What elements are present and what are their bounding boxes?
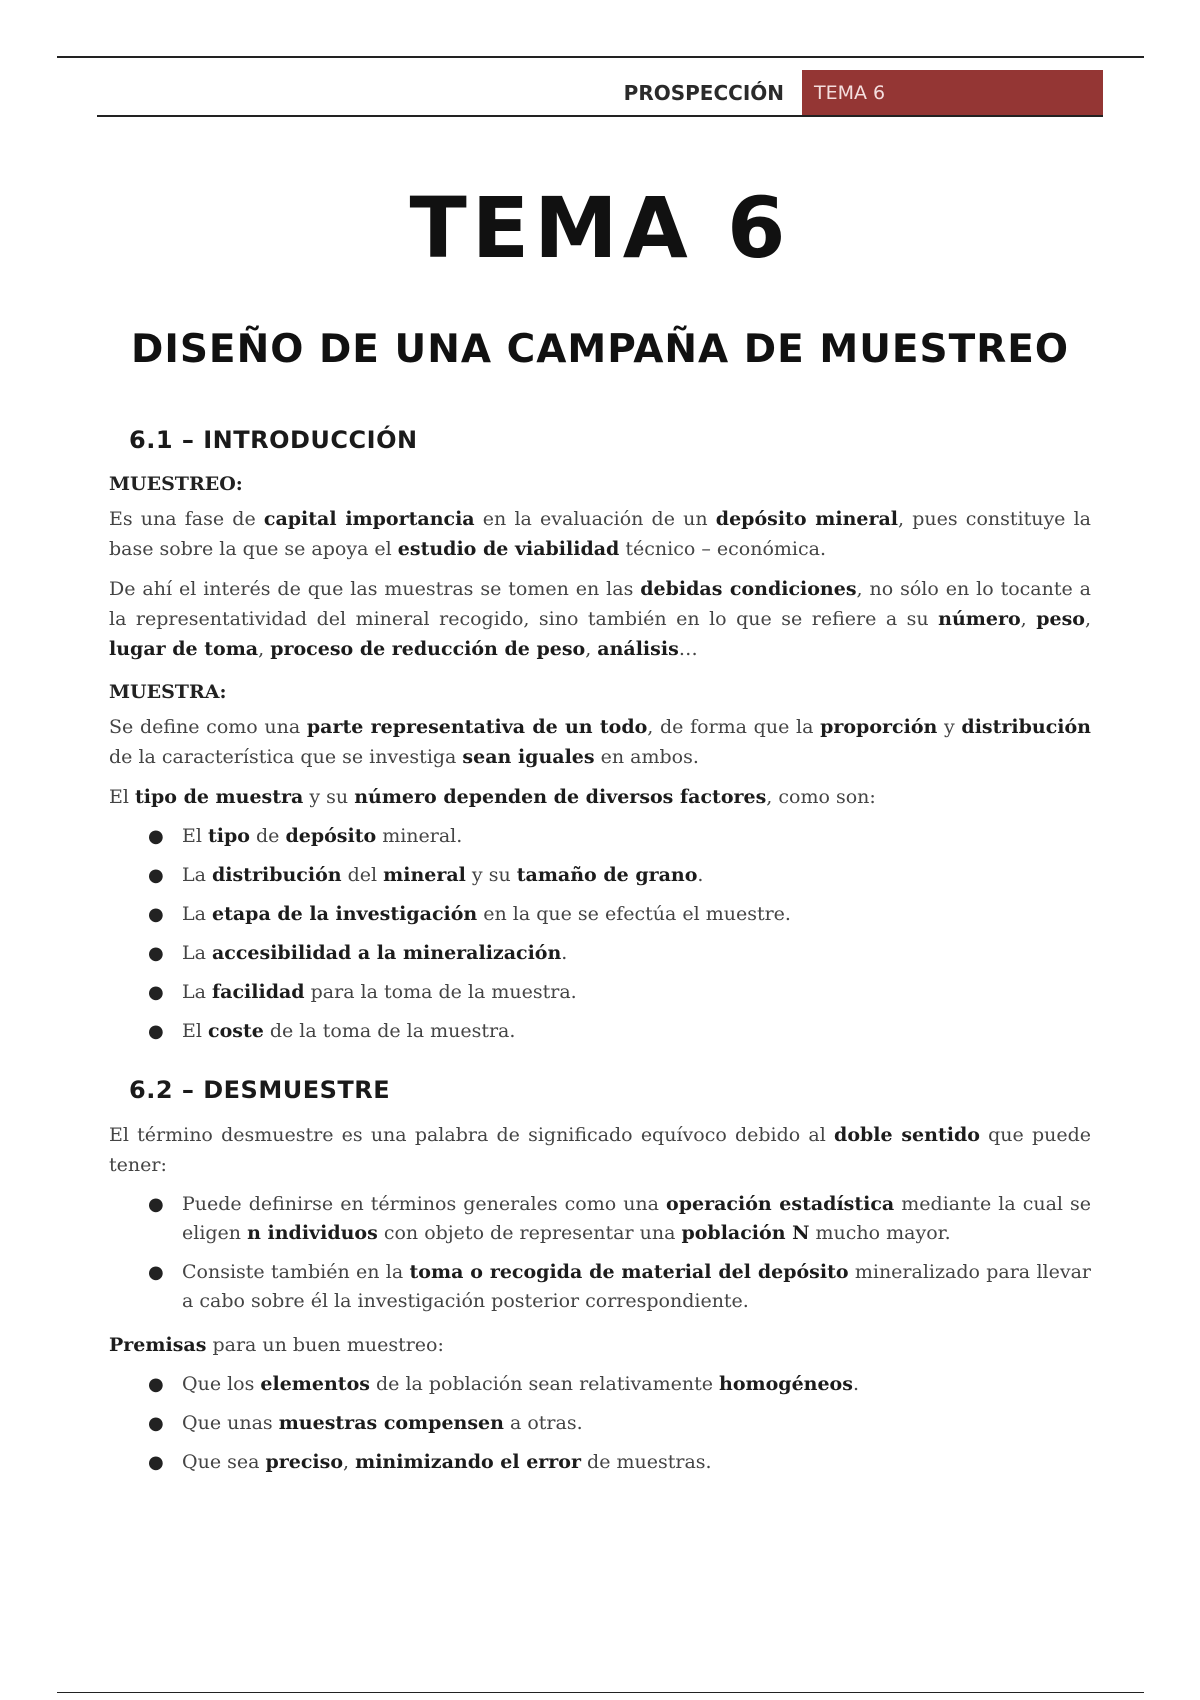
bold-term: mineral [383,864,466,886]
list-item [109,861,1091,890]
text-run: Que sea [182,1451,266,1473]
list-item [109,978,1091,1007]
text-run: Que los [182,1373,261,1395]
bullet-icon: ● [148,1374,164,1395]
bold-term: peso [1036,608,1085,630]
text-run: a otras. [503,1412,583,1434]
bold-term: número dependen de diversos factores [354,786,767,808]
bold-term: toma o recogida de material del depósito [409,1261,849,1283]
list-item [109,939,1091,968]
bullet-icon: ● [148,1262,164,1283]
text-run: … [678,638,698,660]
bold-term: distribución [211,864,342,886]
bold-term: análisis [597,638,679,660]
bold-term: facilidad [211,981,305,1003]
bold-term: operación estadística [666,1193,895,1215]
bold-term: doble sentido [834,1124,980,1146]
bold-term: estudio de viabilidad [397,538,620,560]
list-item [109,1017,1091,1046]
text-run: para la toma de la muestra. [304,981,577,1003]
bold-term: n individuos [247,1222,378,1244]
paragraph-factores-intro [109,782,1091,812]
text-run: de la toma de la muestra. [263,1020,516,1042]
text-run: , [585,638,598,660]
bottom-rule [57,1692,1144,1693]
header-underline [97,115,1103,117]
text-run: de [249,825,286,847]
text-run: mineral. [376,825,463,847]
bullet-icon: ● [148,1021,164,1042]
text-run: del [341,864,384,886]
text-run: El término desmuestre es una palabra de significado equívoco debido al [109,1124,835,1146]
bullet-icon: ● [148,1452,164,1473]
text-run: , [1084,608,1091,630]
list-item [109,822,1091,851]
bullet-icon: ● [148,982,164,1003]
paragraph-muestreo-definicion [109,504,1091,564]
text-run: , como son: [766,786,876,808]
label-muestreo: MUESTREO: [109,473,243,495]
bullet-icon: ● [148,1413,164,1434]
text-run: , no sólo en lo tocante a la representatividad del mineral recogido, sino también en lo que se refiere a su [109,578,1091,630]
text-run: mucho mayor. [809,1222,951,1244]
bold-term: tipo [208,825,250,847]
list-item [109,1258,1091,1316]
bold-term: depósito mineral [715,508,899,530]
bold-term: número [938,608,1021,630]
text-run: . [697,864,704,886]
text-run: de la población sean relativamente [369,1373,720,1395]
bullet-icon: ● [148,904,164,925]
bold-term: capital importancia [263,508,475,530]
bold-term: etapa de la investigación [211,903,478,925]
bullet-icon: ● [148,943,164,964]
label-muestra: MUESTRA: [109,681,227,703]
paragraph-muestreo-interes [109,574,1091,664]
page-title: TEMA 6 [409,179,791,277]
bold-term: tipo de muestra [135,786,304,808]
text-run: Consiste también en la [182,1261,410,1283]
text-run: y su [465,864,517,886]
text-run: De ahí el interés de que las muestras se tomen en las [109,578,641,600]
text-run: en la evaluación de un [474,508,716,530]
text-run: , [258,638,271,660]
bold-term: proporción [820,716,938,738]
bullet-icon: ● [148,1194,164,1215]
desmuestre-list [109,1190,1091,1316]
bold-term: debidas condiciones [640,578,857,600]
text-run: . [561,942,568,964]
top-rule [57,56,1144,58]
header-subject: PROSPECCIÓN [623,81,784,105]
page-subtitle: DISEÑO DE UNA CAMPAÑA DE MUESTREO [130,327,1070,372]
bold-term: Premisas [109,1334,207,1356]
bullet-icon: ● [148,826,164,847]
text-run: mineralizado para llevar a cabo sobre él la investigación posterior correspondiente. [182,1261,1091,1312]
bold-term: población N [681,1222,810,1244]
text-run: mediante la cual se eligen [182,1193,1092,1244]
list-item [109,900,1091,929]
text-run: técnico – económica. [619,538,826,560]
bold-term: depósito [285,825,377,847]
header-badge: TEMA 6 [802,70,1103,116]
bold-term: muestras compensen [278,1412,504,1434]
bold-term: elementos [260,1373,370,1395]
bold-term: accesibilidad a la mineralización [211,942,562,964]
text-run: y su [303,786,355,808]
text-run: El [182,825,208,847]
list-item [109,1190,1091,1248]
text-run: en ambos. [594,746,699,768]
document-body [109,418,1091,1491]
text-run: . [852,1373,859,1395]
list-item [109,1448,1091,1477]
text-run: y [937,716,962,738]
text-run: Puede definirse en términos generales como una [182,1193,667,1215]
bold-term: minimizando el error [355,1451,581,1473]
text-run: de muestras. [581,1451,712,1473]
bold-term: homogéneos [719,1373,853,1395]
text-run: Que unas [182,1412,279,1434]
section-heading-introduccion: 6.1 – INTRODUCCIÓN [129,426,418,454]
bullet-icon: ● [148,865,164,886]
bold-term: preciso [265,1451,344,1473]
section-heading-desmuestre: 6.2 – DESMUESTRE [129,1076,391,1104]
text-run: con objeto de representar una [377,1222,682,1244]
paragraph-premisas-intro [109,1330,1091,1360]
text-run: para un buen muestreo: [206,1334,444,1356]
text-run: La [182,864,212,886]
paragraph-muestra-definicion [109,712,1091,772]
text-run: Es una fase de [109,508,264,530]
text-run: , [343,1451,356,1473]
text-run: Se define como una [109,716,307,738]
text-run: La [182,942,212,964]
text-run: que puede tener: [109,1124,1091,1176]
text-run: La [182,903,212,925]
list-item [109,1370,1091,1399]
text-run: , de forma que la [647,716,821,738]
text-run: en la que se efectúa el muestre. [477,903,791,925]
text-run: , pues constituye la base sobre la que se apoya el [109,508,1092,560]
bold-term: distribución [961,716,1091,738]
factores-list [109,822,1091,1046]
paragraph-desmuestre-intro [109,1120,1091,1180]
bold-term: tamaño de grano [516,864,698,886]
text-run: de la característica que se investiga [109,746,463,768]
list-item [109,1409,1091,1438]
text-run: El [109,786,135,808]
bold-term: parte representativa de un todo [306,716,648,738]
text-run: , [1020,608,1037,630]
bold-term: coste [208,1020,264,1042]
text-run: El [182,1020,208,1042]
premisas-list [109,1370,1091,1477]
bold-term: lugar de toma [109,638,259,660]
bold-term: sean iguales [462,746,595,768]
text-run: La [182,981,212,1003]
bold-term: proceso de reducción de peso [270,638,586,660]
